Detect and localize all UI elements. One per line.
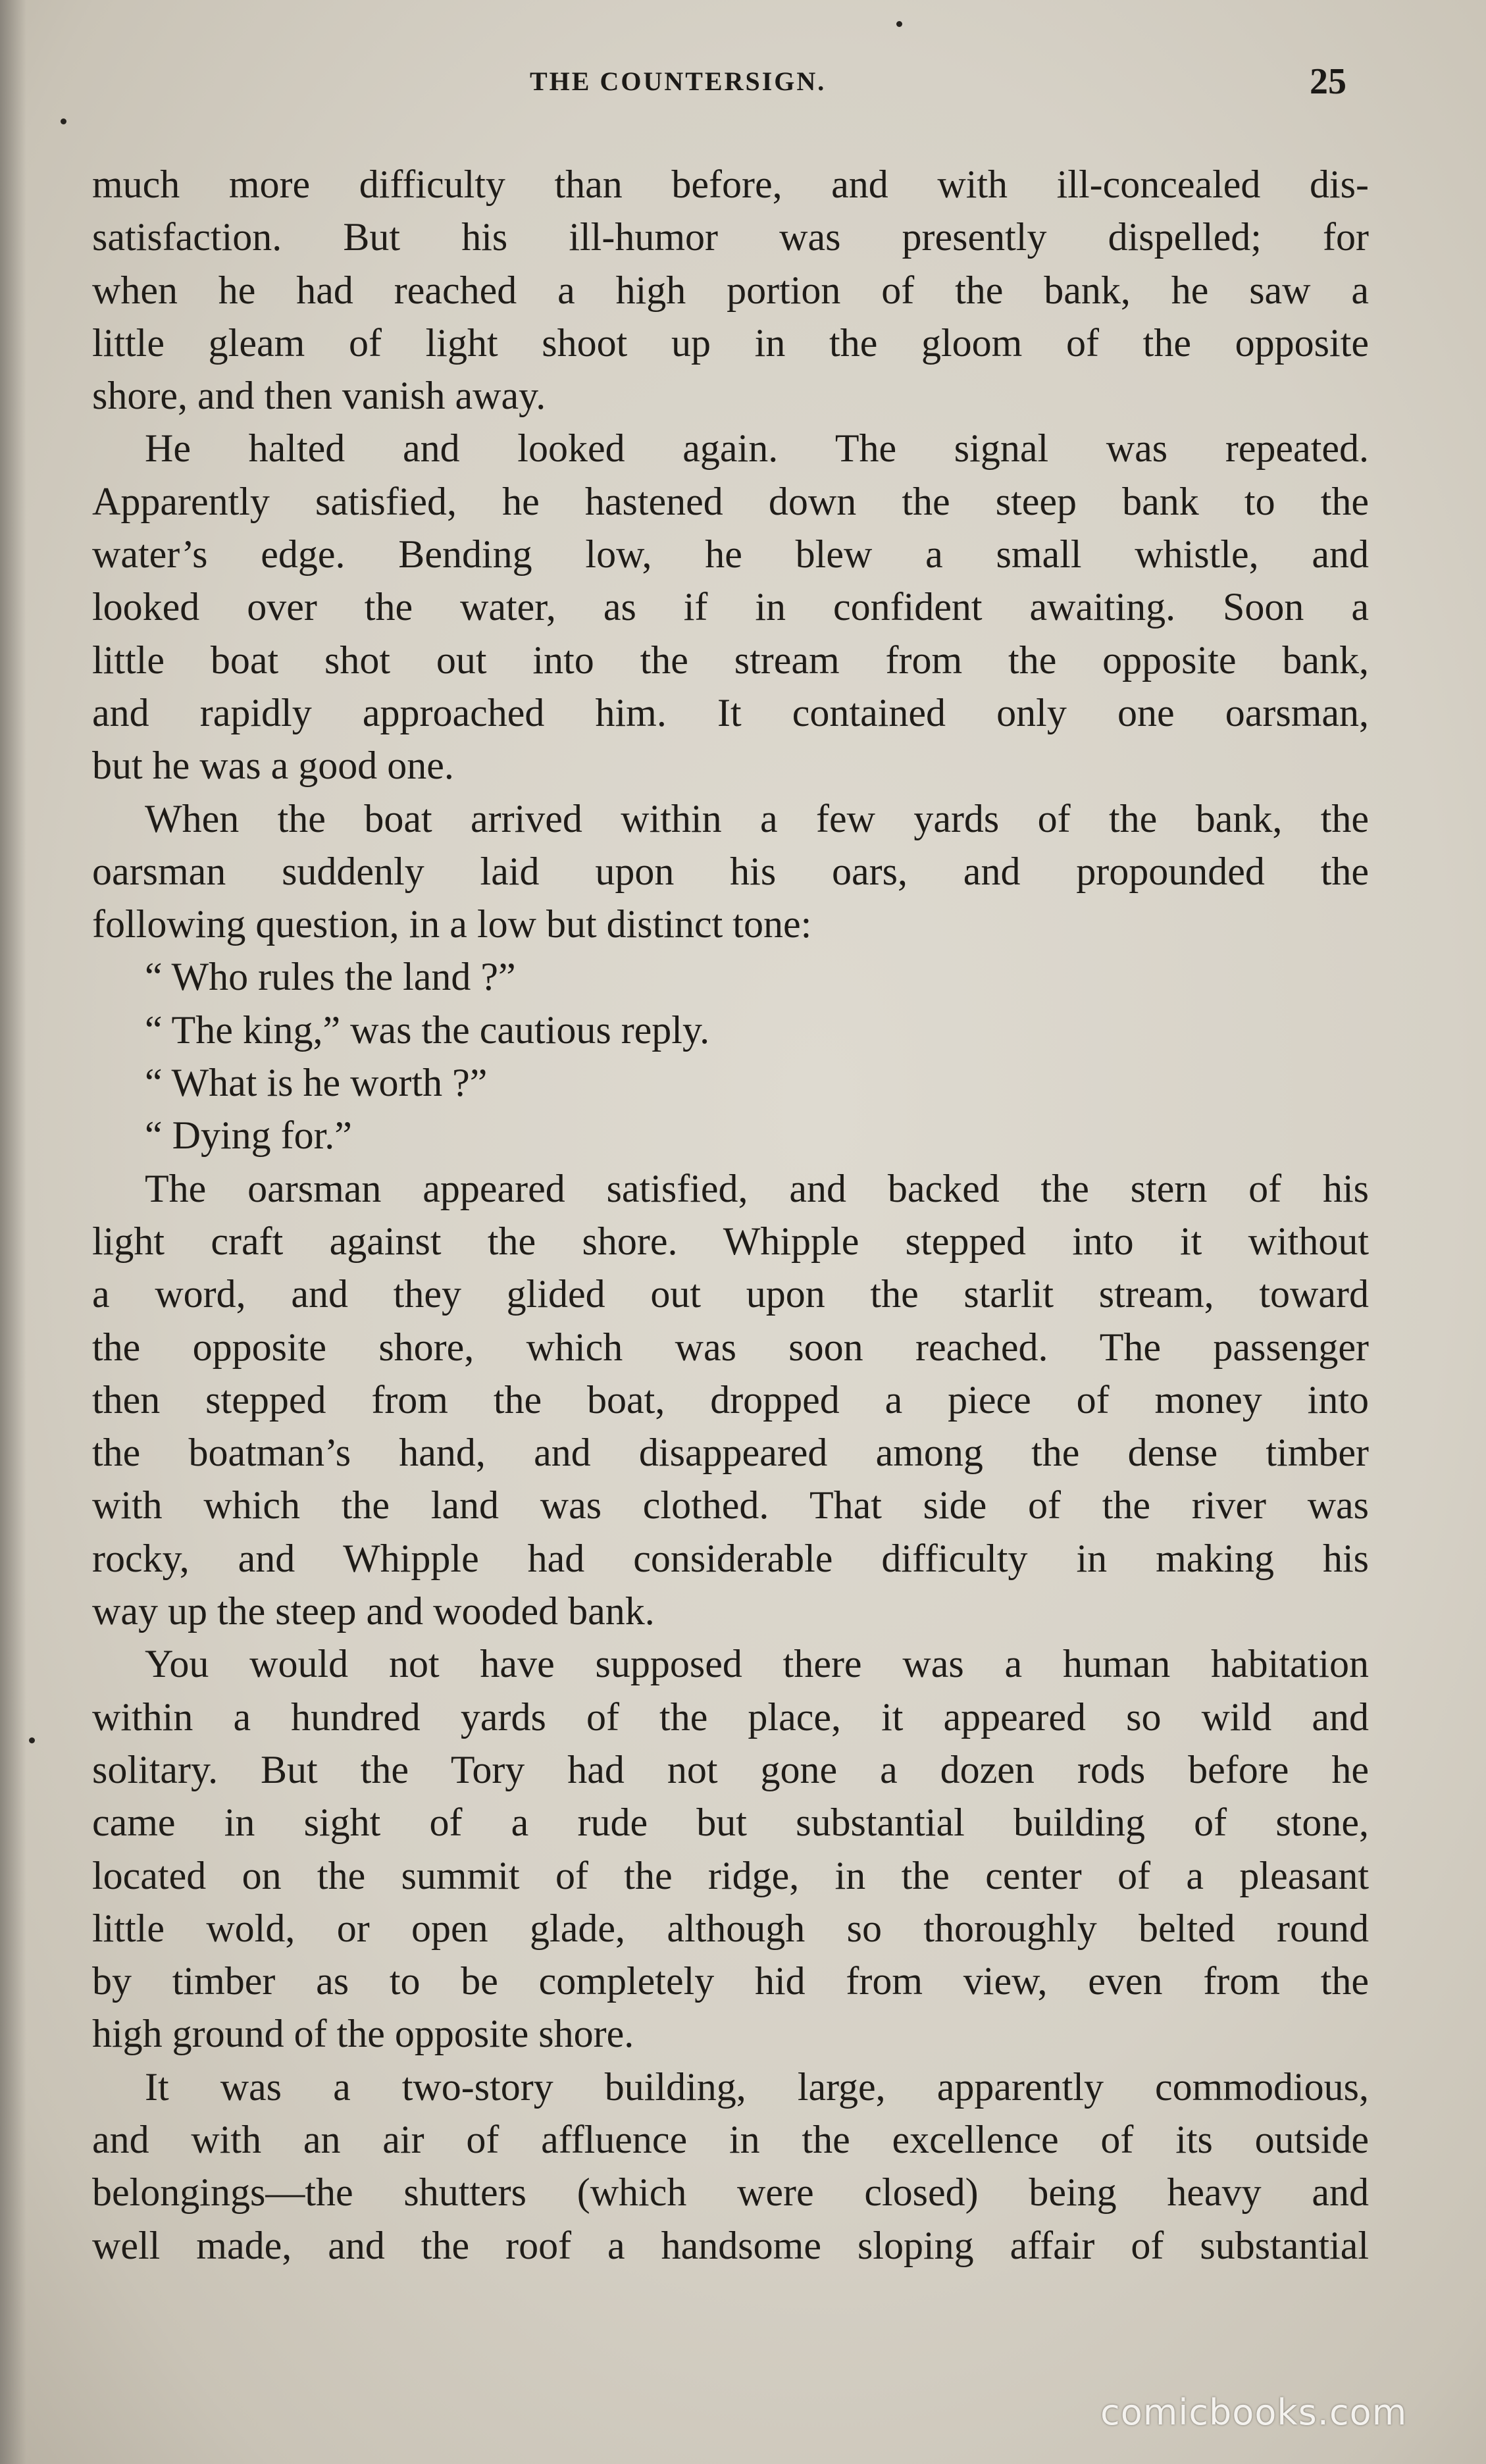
text-line: came in sight of a rude but substantial building of stone, [92, 1801, 1369, 1845]
text-line: and with an air of affluence in the excellence of its outside [92, 2117, 1369, 2161]
text-line: He halted and looked again. The signal was repeated. [145, 426, 1369, 471]
text-line: little gleam of light shoot up in the gloom of the opposite [92, 321, 1369, 365]
watermark: comicbooks.com [1100, 2392, 1408, 2433]
print-speck [61, 118, 66, 124]
text-line: When the boat arrived within a few yards of the bank, the [145, 796, 1369, 840]
text-line: the boatman’s hand, and disappeared among the dense timber [92, 1431, 1369, 1475]
text-line: belongings—the shutters (which were closed) being heavy and [92, 2170, 1369, 2215]
text-line: little boat shot out into the stream from the opposite bank, [92, 638, 1369, 682]
text-line: “ The king,” was the cautious reply. [145, 1008, 710, 1052]
text-line: well made, and the roof a handsome sloping affair of substantial [92, 2223, 1369, 2267]
text-line: “ Who rules the land ?” [145, 955, 516, 999]
text-line: The oarsman appeared satisfied, and backed the stern of his [145, 1166, 1369, 1210]
text-line: within a hundred yards of the place, it appeared so wild and [92, 1695, 1369, 1739]
text-line: with which the land was clothed. That side of the river was [92, 1483, 1369, 1527]
text-line: high ground of the opposite shore. [92, 2012, 634, 2056]
page-number: 25 [1310, 61, 1346, 102]
text-line: following question, in a low but distinct tone: [92, 902, 812, 946]
text-line: little wold, or open glade, although so thoroughly belted round [92, 1906, 1369, 1950]
print-speck [896, 21, 902, 27]
text-line: way up the steep and wooded bank. [92, 1589, 655, 1633]
text-line: by timber as to be completely hid from view, even from the [92, 1959, 1369, 2003]
text-line: when he had reached a high portion of the bank, he saw a [92, 268, 1369, 312]
text-line: water’s edge. Bending low, he blew a small whistle, and [92, 532, 1369, 577]
text-line: a word, and they glided out upon the starlit stream, toward [92, 1272, 1369, 1316]
text-line: shore, and then vanish away. [92, 374, 546, 418]
text-line: and rapidly approached him. It contained only one oarsman, [92, 690, 1369, 734]
gutter-shadow [0, 0, 26, 2464]
text-line: Apparently satisfied, he hastened down the steep bank to the [92, 479, 1369, 523]
text-line: but he was a good one. [92, 744, 454, 788]
text-line: rocky, and Whipple had considerable difficulty in making his [92, 1536, 1369, 1580]
text-line: the opposite shore, which was soon reached. The passenger [92, 1325, 1369, 1369]
text-line: then stepped from the boat, dropped a piece of money into [92, 1377, 1369, 1422]
text-line: “ Dying for.” [145, 1114, 352, 1158]
text-line: satisfaction. But his ill-humor was presently dispelled; for [92, 215, 1369, 259]
running-title: THE COUNTERSIGN. [530, 66, 827, 96]
text-line: light craft against the shore. Whipple stepped into it without [92, 1219, 1369, 1263]
text-line: looked over the water, as if in confident awaiting. Soon a [92, 585, 1369, 629]
text-line: It was a two-story building, large, apparently commodious, [145, 2065, 1369, 2109]
text-line: oarsman suddenly laid upon his oars, and propounded the [92, 849, 1369, 893]
text-line: You would not have supposed there was a human habitation [145, 1642, 1369, 1686]
text-line: located on the summit of the ridge, in the center of a pleasant [92, 1853, 1369, 1897]
text-line: solitary. But the Tory had not gone a dozen rods before he [92, 1747, 1369, 1791]
print-speck [29, 1737, 35, 1743]
text-line: much more difficulty than before, and with ill-concealed dis- [92, 163, 1369, 206]
page-header [0, 61, 1486, 100]
text-line: “ What is he worth ?” [145, 1061, 488, 1105]
body-text [92, 158, 1369, 2272]
